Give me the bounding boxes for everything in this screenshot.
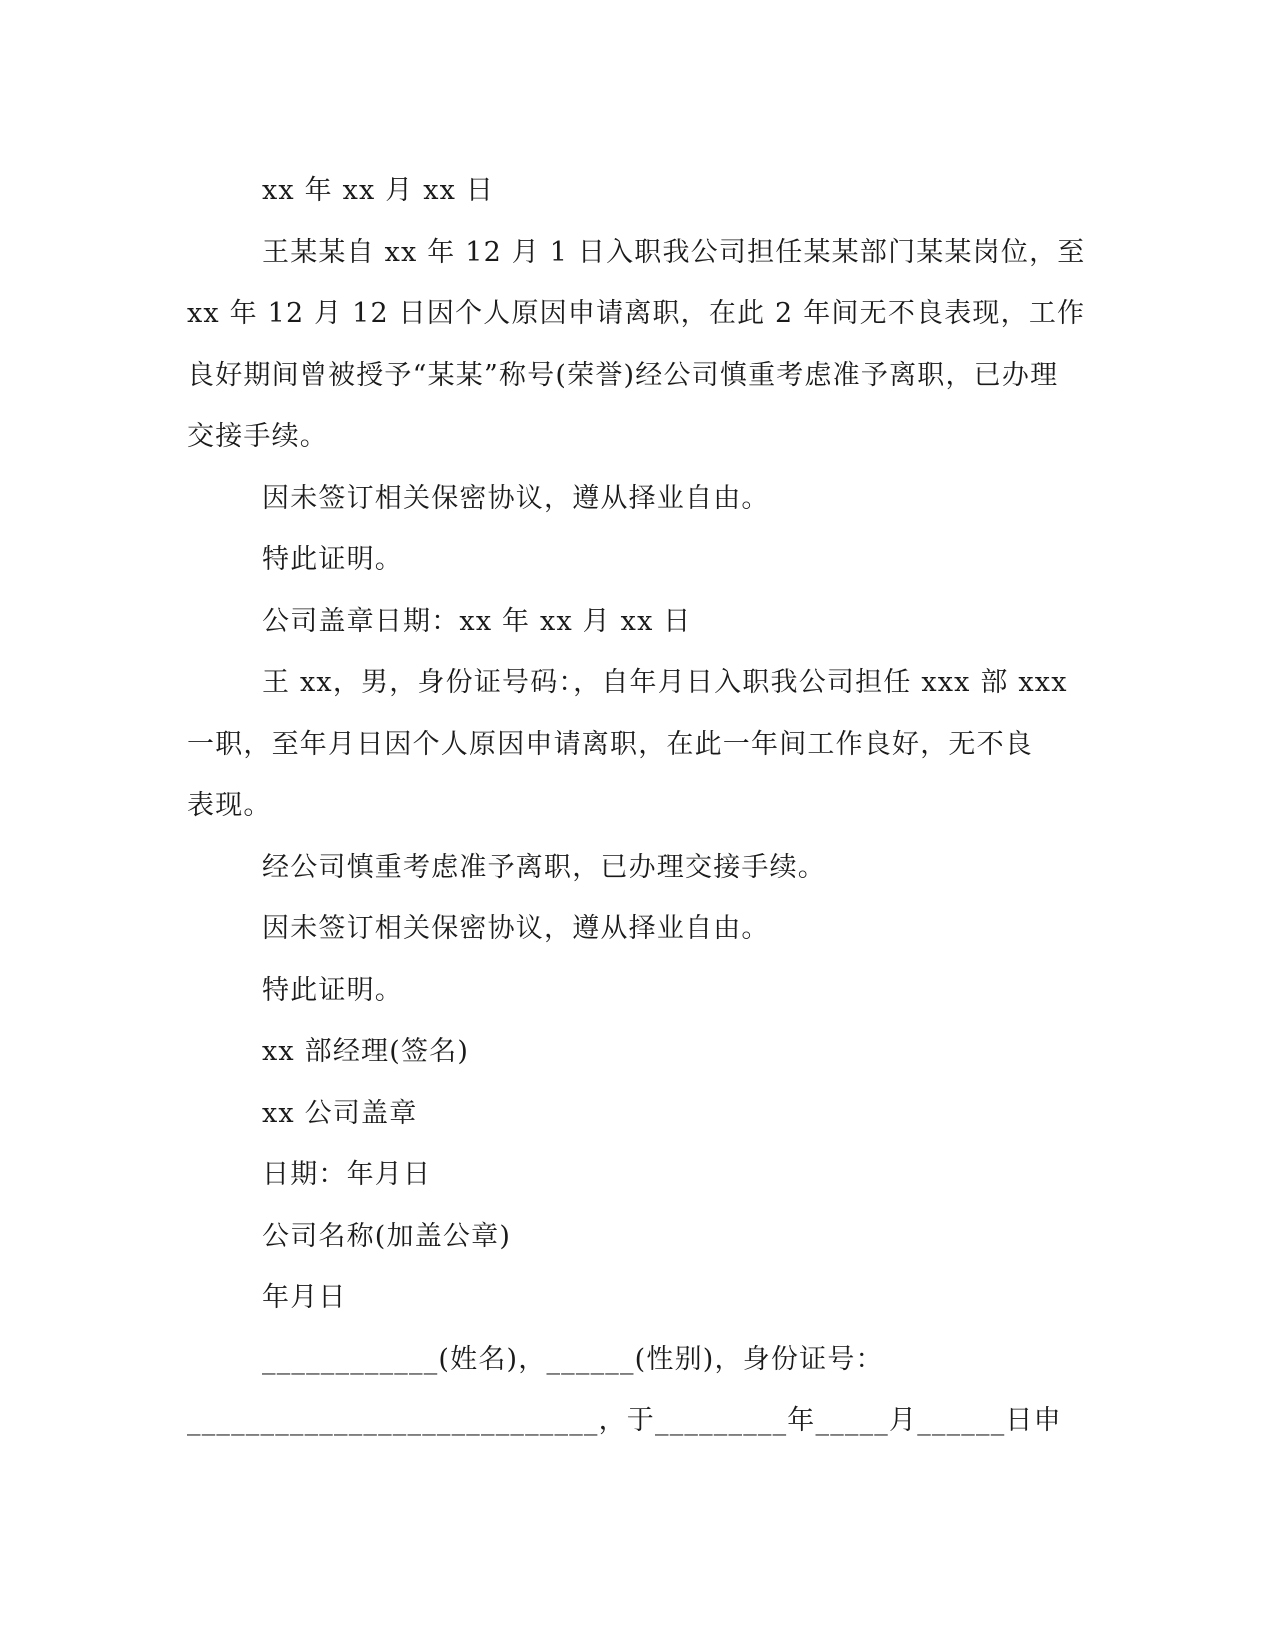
company-stamp-line: xx 公司盖章 (262, 1097, 418, 1129)
signature-line: xx 部经理(签名) (262, 1036, 470, 1067)
paragraph-line: 一职，至年月日因个人原因申请离职，在此一年间工作良好，无不良 (187, 728, 1033, 760)
paragraph-line: 王 xx，男，身份证号码：，自年月日入职我公司担任 xxx 部 xxx (262, 667, 1068, 698)
paragraph-line: 良好期间曾被授予“某某”称号(荣誉)经公司慎重考虑准予离职，已办理 (187, 359, 1059, 391)
form-fill-line: ____________(姓名)，______(性别)，身份证号： (262, 1343, 884, 1375)
form-fill-line: ____________________________，于_________年_____月______日申 (187, 1405, 1062, 1436)
paragraph-line: xx 年 12 月 12 日因个人原因申请离职，在此 2 年间无不良表现，工作 (187, 298, 1086, 329)
stamp-date-line: 公司盖章日期：xx 年 xx 月 xx 日 (262, 605, 692, 637)
document-body (187, 160, 1087, 1452)
paragraph-line: 表现。 (187, 790, 272, 821)
date-line: 年月日 (262, 1282, 347, 1313)
paragraph-line: 特此证明。 (262, 544, 403, 575)
paragraph-line: 王某某自 xx 年 12 月 1 日入职我公司担任某某部门某某岗位，至 (262, 236, 1086, 268)
paragraph-line: 经公司慎重考虑准予离职，已办理交接手续。 (262, 851, 826, 883)
company-name-line: 公司名称(加盖公章) (262, 1220, 512, 1252)
date-line: xx 年 xx 月 xx 日 (262, 175, 495, 206)
paragraph-line: 特此证明。 (262, 974, 403, 1006)
paragraph-line: 交接手续。 (187, 421, 328, 452)
date-line: 日期：年月日 (262, 1159, 432, 1190)
paragraph-line: 因未签订相关保密协议，遵从择业自由。 (262, 482, 770, 514)
paragraph-line: 因未签订相关保密协议，遵从择业自由。 (262, 913, 770, 944)
